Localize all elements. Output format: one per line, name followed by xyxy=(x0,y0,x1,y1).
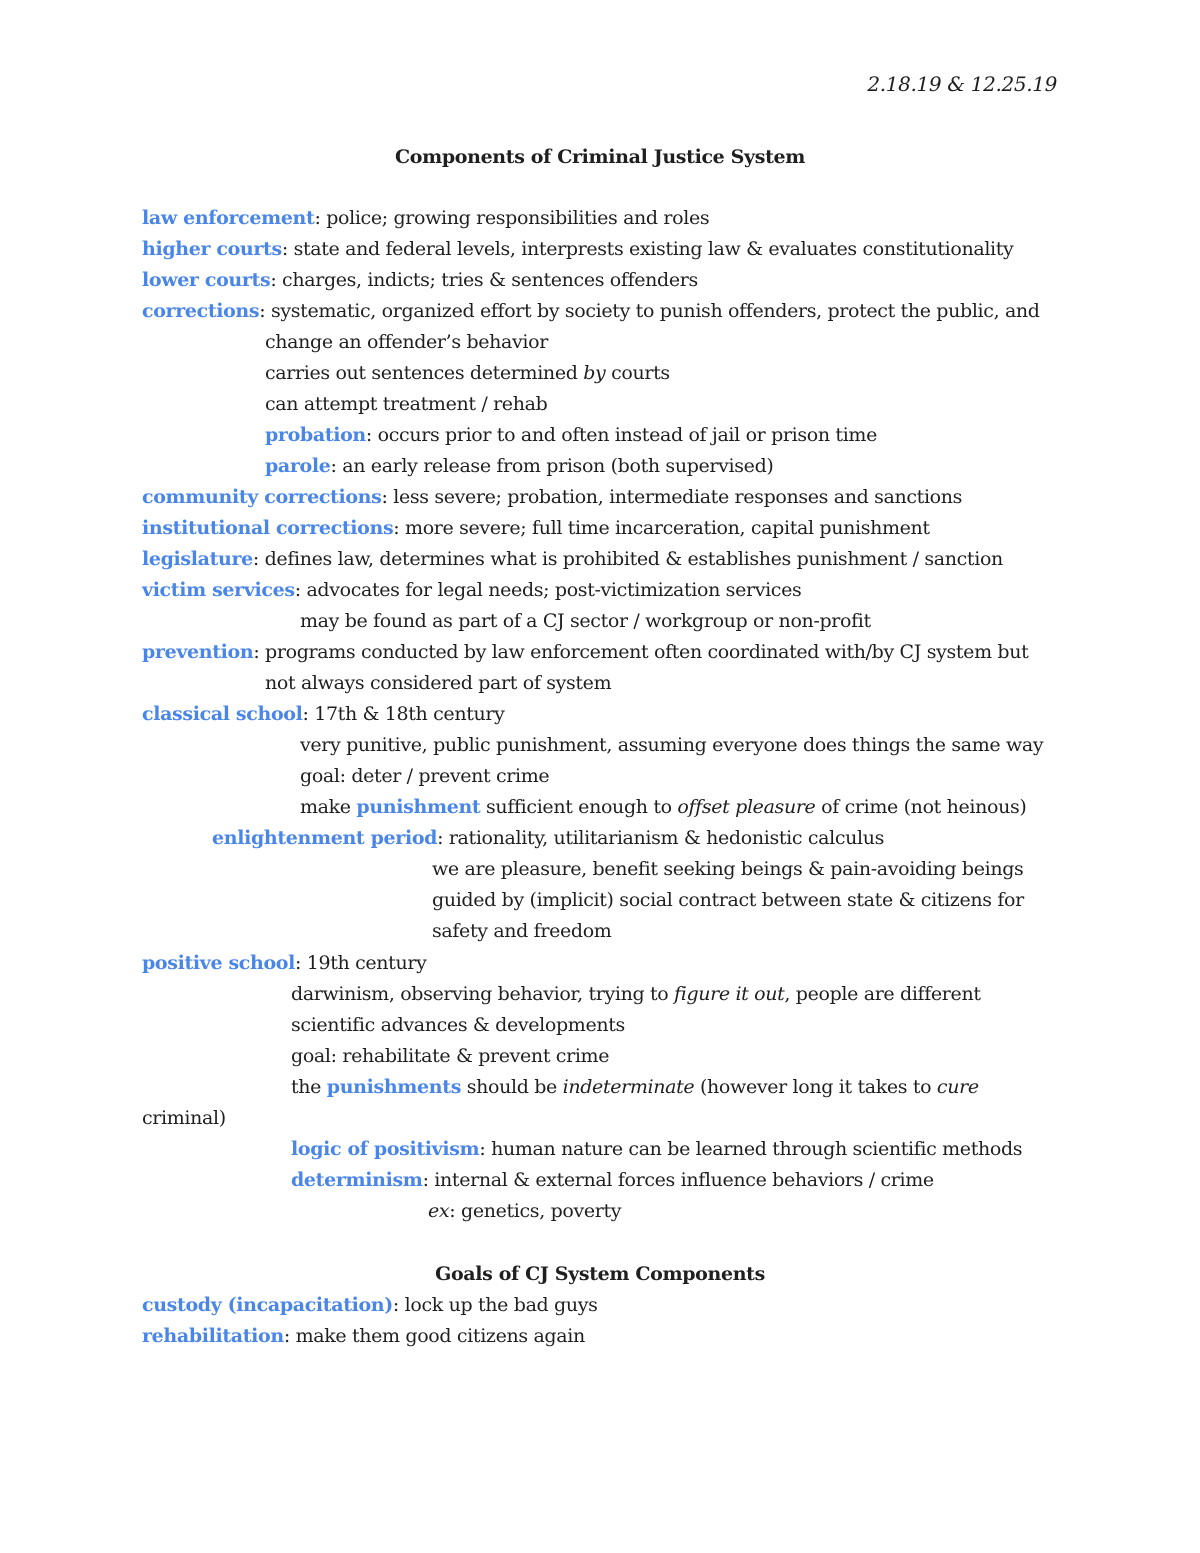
prevention-continuation: not always considered part of system xyxy=(265,672,612,694)
positive-point-2: scientific advances & developments xyxy=(291,1014,625,1036)
entry-lower-courts: lower courts: charges, indicts; tries & sentences offenders xyxy=(142,269,698,291)
positive-point-4: the punishments should be indeterminate (however long it takes to cure xyxy=(291,1076,979,1098)
entry-law-enforcement: law enforcement: police; growing responsibilities and roles xyxy=(142,207,710,229)
positive-point-1: darwinism, observing behavior, trying to figure it out, people are different xyxy=(291,983,981,1005)
classical-point-2: goal: deter / prevent crime xyxy=(300,765,550,787)
entry-institutional-corrections: institutional corrections: more severe; full time incarceration, capital punishment xyxy=(142,517,930,539)
entry-corrections: corrections: systematic, organized effort by society to punish offenders, protect the public, and xyxy=(142,300,1040,322)
entry-determinism: determinism: internal & external forces influence behaviors / crime xyxy=(291,1169,934,1191)
positive-point-3: goal: rehabilitate & prevent crime xyxy=(291,1045,610,1067)
entry-community-corrections: community corrections: less severe; probation, intermediate responses and sanctions xyxy=(142,486,963,508)
goal-custody: custody (incapacitation): lock up the bad guys xyxy=(142,1294,598,1316)
enlightenment-point-2: guided by (implicit) social contract between state & citizens for xyxy=(432,889,1024,911)
entry-prevention: prevention: programs conducted by law enforcement often coordinated with/by CJ system but xyxy=(142,641,1029,663)
entry-positive-school: positive school: 19th century xyxy=(142,952,427,974)
entry-classical-school: classical school: 17th & 18th century xyxy=(142,703,505,725)
entry-logic-of-positivism: logic of positivism: human nature can be learned through scientific methods xyxy=(291,1138,1023,1160)
determinism-example: ex: genetics, poverty xyxy=(428,1200,622,1222)
positive-point-4-wrap: criminal) xyxy=(142,1107,226,1129)
entry-probation: probation: occurs prior to and often instead of jail or prison time xyxy=(265,424,877,446)
enlightenment-point-1: we are pleasure, benefit seeking beings & pain-avoiding beings xyxy=(432,858,1024,880)
entry-legislature: legislature: defines law, determines what is prohibited & establishes punishment / sanction xyxy=(142,548,1003,570)
corrections-continuation: change an offender’s behavior xyxy=(265,331,548,353)
enlightenment-point-3: safety and freedom xyxy=(432,920,612,942)
page-title: Components of Criminal Justice System xyxy=(395,146,805,168)
document-date: 2.18.19 & 12.25.19 xyxy=(867,72,1057,96)
corrections-treatment: can attempt treatment / rehab xyxy=(265,393,548,415)
classical-point-3: make punishment sufficient enough to offset pleasure of crime (not heinous) xyxy=(300,796,1027,818)
victim-services-continuation: may be found as part of a CJ sector / workgroup or non-profit xyxy=(300,610,871,632)
goal-rehabilitation: rehabilitation: make them good citizens again xyxy=(142,1325,585,1347)
entry-victim-services: victim services: advocates for legal needs; post-victimization services xyxy=(142,579,802,601)
entry-enlightenment-period: enlightenment period: rationality, utilitarianism & hedonistic calculus xyxy=(212,827,885,849)
classical-point-1: very punitive, public punishment, assuming everyone does things the same way xyxy=(300,734,1044,756)
entry-higher-courts: higher courts: state and federal levels, interprests existing law & evaluates constitutionality xyxy=(142,238,1014,260)
corrections-carries-out: carries out sentences determined by courts xyxy=(265,362,670,384)
goals-title: Goals of CJ System Components xyxy=(435,1263,765,1285)
entry-parole: parole: an early release from prison (both supervised) xyxy=(265,455,774,477)
